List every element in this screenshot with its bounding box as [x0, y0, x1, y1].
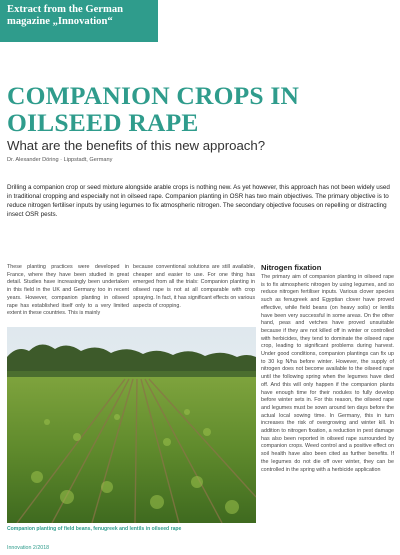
body-column-1: These planting practices were developed in France, where they have been studied in great detail. Studies have increasingly been undertaken in this field in the UK and Germany too in recent years. However, companion planting in oilseed rape has established itself only to a very limited extent in these countries. This is mainly — [7, 264, 129, 317]
banner-line-2: magazine „Innovation“ — [7, 16, 113, 27]
headline-line-2: OILSEED RAPE — [7, 108, 199, 137]
body-column-2: because conventional solutions are still available, cheaper and easier to use. For one thing has emerged from all the trials: Companion planting in oilseed rape is not at all comparable with crop spraying. In fact, it has significant effects on various aspects of cropping. — [133, 264, 255, 309]
field-photo — [7, 327, 256, 523]
extract-banner — [0, 0, 158, 42]
headline-line-1: COMPANION CROPS IN — [7, 81, 300, 110]
article-headline — [7, 82, 397, 136]
body-column-3: The primary aim of companion planting in oilseed rape is to fix atmospheric nitrogen by using legumes, and so reduce nitrogen fertiliser inputs. Various clover species such as fenugreek and Egyptian clover have proved effective, while field beans (on heavy soils) or lentils have been very successful in some areas. On the other hand, peas and vetches have proved unsuitable because if they are not killed off in winter or controlled with herbicides, they tend to dominate the oilseed rape crop, leading to significant problems during harvest. Under good conditions, companion plantings can fix up to 30 kg N/ha before winter. However, the supply of nitrogen does not become available to the oilseed rape until the following spring when the legumes have died off. And this will only happen if the companion plants have enough time for their nodules to fully develop before winter sets in. For this reason, the oilseed rape and legumes must be sown around ten days before the actual local sowing time. In Germany, this in turn increases the risk of overgrowing and winter kill. In addition to nitrogen fixation, a reduction in pest damage has also been reported in oilseed rape surrounded by companion crops. Weed control and a positive effect on soil health have also been cited as further benefits. If the legumes do not die off over winter, they can be controlled in the spring with a herbicide application — [261, 274, 394, 473]
lead-paragraph: Drilling a companion crop or seed mixture alongside arable crops is nothing new. As yet however, this approach has not been widely used in traditional cropping and especially not in oilseed rape. Companion planting in OSR has two main objectives. The primary objective is to reduce nitrogen fertiliser inputs by using legumes to fix atmospheric nitrogen. The secondary objective focuses on repelling or distracting insect OSR pests. — [7, 184, 390, 218]
article-author: Dr. Alexander Döring · Lippstadt, Germany — [7, 157, 113, 163]
field-photo-image — [7, 327, 256, 523]
issue-footer: Innovation 2/2018 — [7, 545, 50, 551]
article-subtitle: What are the benefits of this new approach? — [7, 138, 266, 153]
photo-caption: Companion planting of field beans, fenugreek and lentils in oilseed rape — [7, 526, 182, 532]
nitrogen-heading: Nitrogen fixation — [261, 263, 322, 272]
banner-line-1: Extract from the German — [7, 4, 124, 15]
